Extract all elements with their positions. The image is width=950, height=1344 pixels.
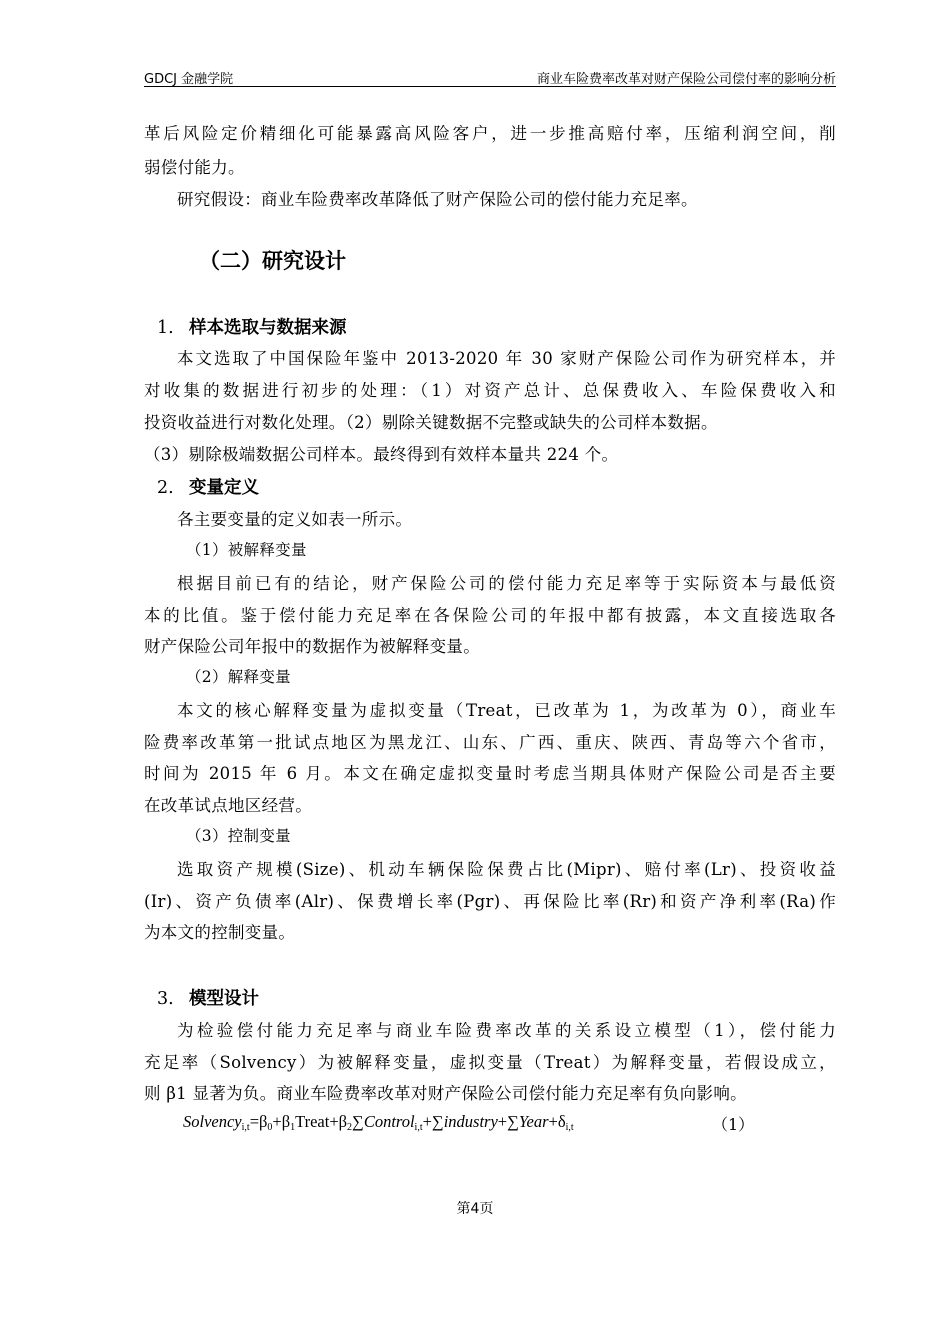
- hypothesis-line: 研究假设：商业车险费率改革降低了财产保险公司的偿付能力充足率。: [177, 190, 698, 209]
- subsection-heading-3: [157, 985, 259, 1010]
- paragraph-line: 充足率（Solvency）为被解释变量，虚拟变量（Treat）为解释变量，若假设成立，: [144, 1053, 836, 1072]
- equation-number: （1）: [712, 1115, 755, 1134]
- paragraph-line: 本文的核心解释变量为虚拟变量（Treat，已改革为 1，为改革为 0），商业车: [177, 701, 836, 720]
- formula-subscript: i,t: [414, 1122, 423, 1133]
- subsection-heading-1: [157, 314, 347, 339]
- paragraph-line: （3）剔除极端数据公司样本。最终得到有效样本量共 224 个。: [144, 445, 619, 464]
- formula-part: +δ: [548, 1112, 566, 1131]
- paragraph-line: 选取资产规模(Size)、机动车辆保险保费占比(Mipr)、赔付率(Lr)、投资收益: [177, 860, 836, 879]
- subsection-number: 2.: [157, 478, 174, 498]
- sub-heading-line: （1）被解释变量: [186, 541, 307, 559]
- paragraph-line: 根据目前已有的结论，财产保险公司的偿付能力充足率等于实际资本与最低资: [177, 574, 836, 593]
- header-left-text: GDCJ 金融学院: [144, 72, 234, 87]
- paragraph-line: 本的比值。鉴于偿付能力充足率在各保险公司的年报中都有披露，本文直接选取各: [144, 606, 836, 625]
- formula-subscript: i,t: [241, 1122, 250, 1133]
- paragraph-line: 时间为 2015 年 6 月。本文在确定虚拟变量时考虑当期具体财产保险公司是否主要: [144, 764, 836, 783]
- subsection-title: 变量定义: [189, 478, 259, 498]
- formula-subscript: i,t: [565, 1122, 574, 1133]
- subsection-title: 样本选取与数据来源: [189, 318, 347, 338]
- formula-subscript: 0: [267, 1122, 273, 1133]
- formula-control: Control: [363, 1112, 415, 1131]
- formula-part: +β: [272, 1112, 291, 1131]
- header-right-text: 商业车险费率改革对财产保险公司偿付率的影响分析: [536, 72, 836, 87]
- paragraph-line: 财产保险公司年报中的数据作为被解释变量。: [144, 637, 480, 656]
- page-number: 第4页: [456, 1201, 494, 1217]
- paragraph-line: 险费率改革第一批试点地区为黑龙江、山东、广西、重庆、陕西、青岛等六个省市，: [144, 733, 836, 752]
- paragraph-line: 本文选取了中国保险年鉴中 2013-2020 年 30 家财产保险公司作为研究样本，并: [177, 349, 836, 368]
- page-header: [144, 66, 836, 86]
- sub-heading-line: （3）控制变量: [186, 827, 291, 845]
- subsection-title: 模型设计: [189, 989, 259, 1009]
- header-rule: [144, 86, 836, 87]
- subsection-heading-2: [157, 474, 259, 499]
- subsection-number: 1.: [157, 318, 174, 338]
- formula-solvency: Solvency: [183, 1112, 242, 1131]
- paragraph-line: 为检验偿付能力充足率与商业车险费率改革的关系设立模型（1），偿付能力: [177, 1021, 836, 1040]
- section-heading: （二）研究设计: [199, 249, 346, 273]
- formula-subscript: 2: [347, 1122, 353, 1133]
- formula-year: Year: [518, 1112, 549, 1131]
- paragraph-line: (Ir)、资产负债率(Alr)、保费增长率(Pgr)、再保险比率(Rr)和资产净利率(Ra)作: [144, 892, 836, 911]
- paragraph-line: 对收集的数据进行初步的处理：（1）对资产总计、总保费收入、车险保费收入和: [144, 381, 836, 400]
- formula-industry: industry: [443, 1112, 498, 1131]
- paragraph-line: 在改革试点地区经营。: [144, 796, 312, 815]
- paragraph-line: 革后风险定价精细化可能暴露高风险客户，进一步推高赔付率，压缩利润空间，削: [144, 124, 836, 143]
- paragraph-line: 各主要变量的定义如表一所示。: [177, 510, 413, 529]
- paragraph-line: 弱偿付能力。: [144, 158, 245, 177]
- formula-part: Treat+β: [295, 1112, 348, 1131]
- model-formula: [183, 1112, 574, 1133]
- formula-part: ∑: [352, 1112, 364, 1131]
- paragraph-line: 为本文的控制变量。: [144, 923, 296, 942]
- subsection-number: 3.: [157, 989, 174, 1009]
- formula-part: =β: [249, 1112, 268, 1131]
- paragraph-line: 投资收益进行对数化处理。（2）剔除关键数据不完整或缺失的公司样本数据。: [144, 413, 718, 432]
- formula-part: +∑: [422, 1112, 444, 1131]
- formula-subscript: 1: [290, 1122, 296, 1133]
- formula-part: +∑: [497, 1112, 519, 1131]
- sub-heading-line: （2）解释变量: [186, 668, 291, 686]
- paragraph-line: 则 β1 显著为负。商业车险费率改革对财产保险公司偿付能力充足率有负向影响。: [144, 1084, 747, 1103]
